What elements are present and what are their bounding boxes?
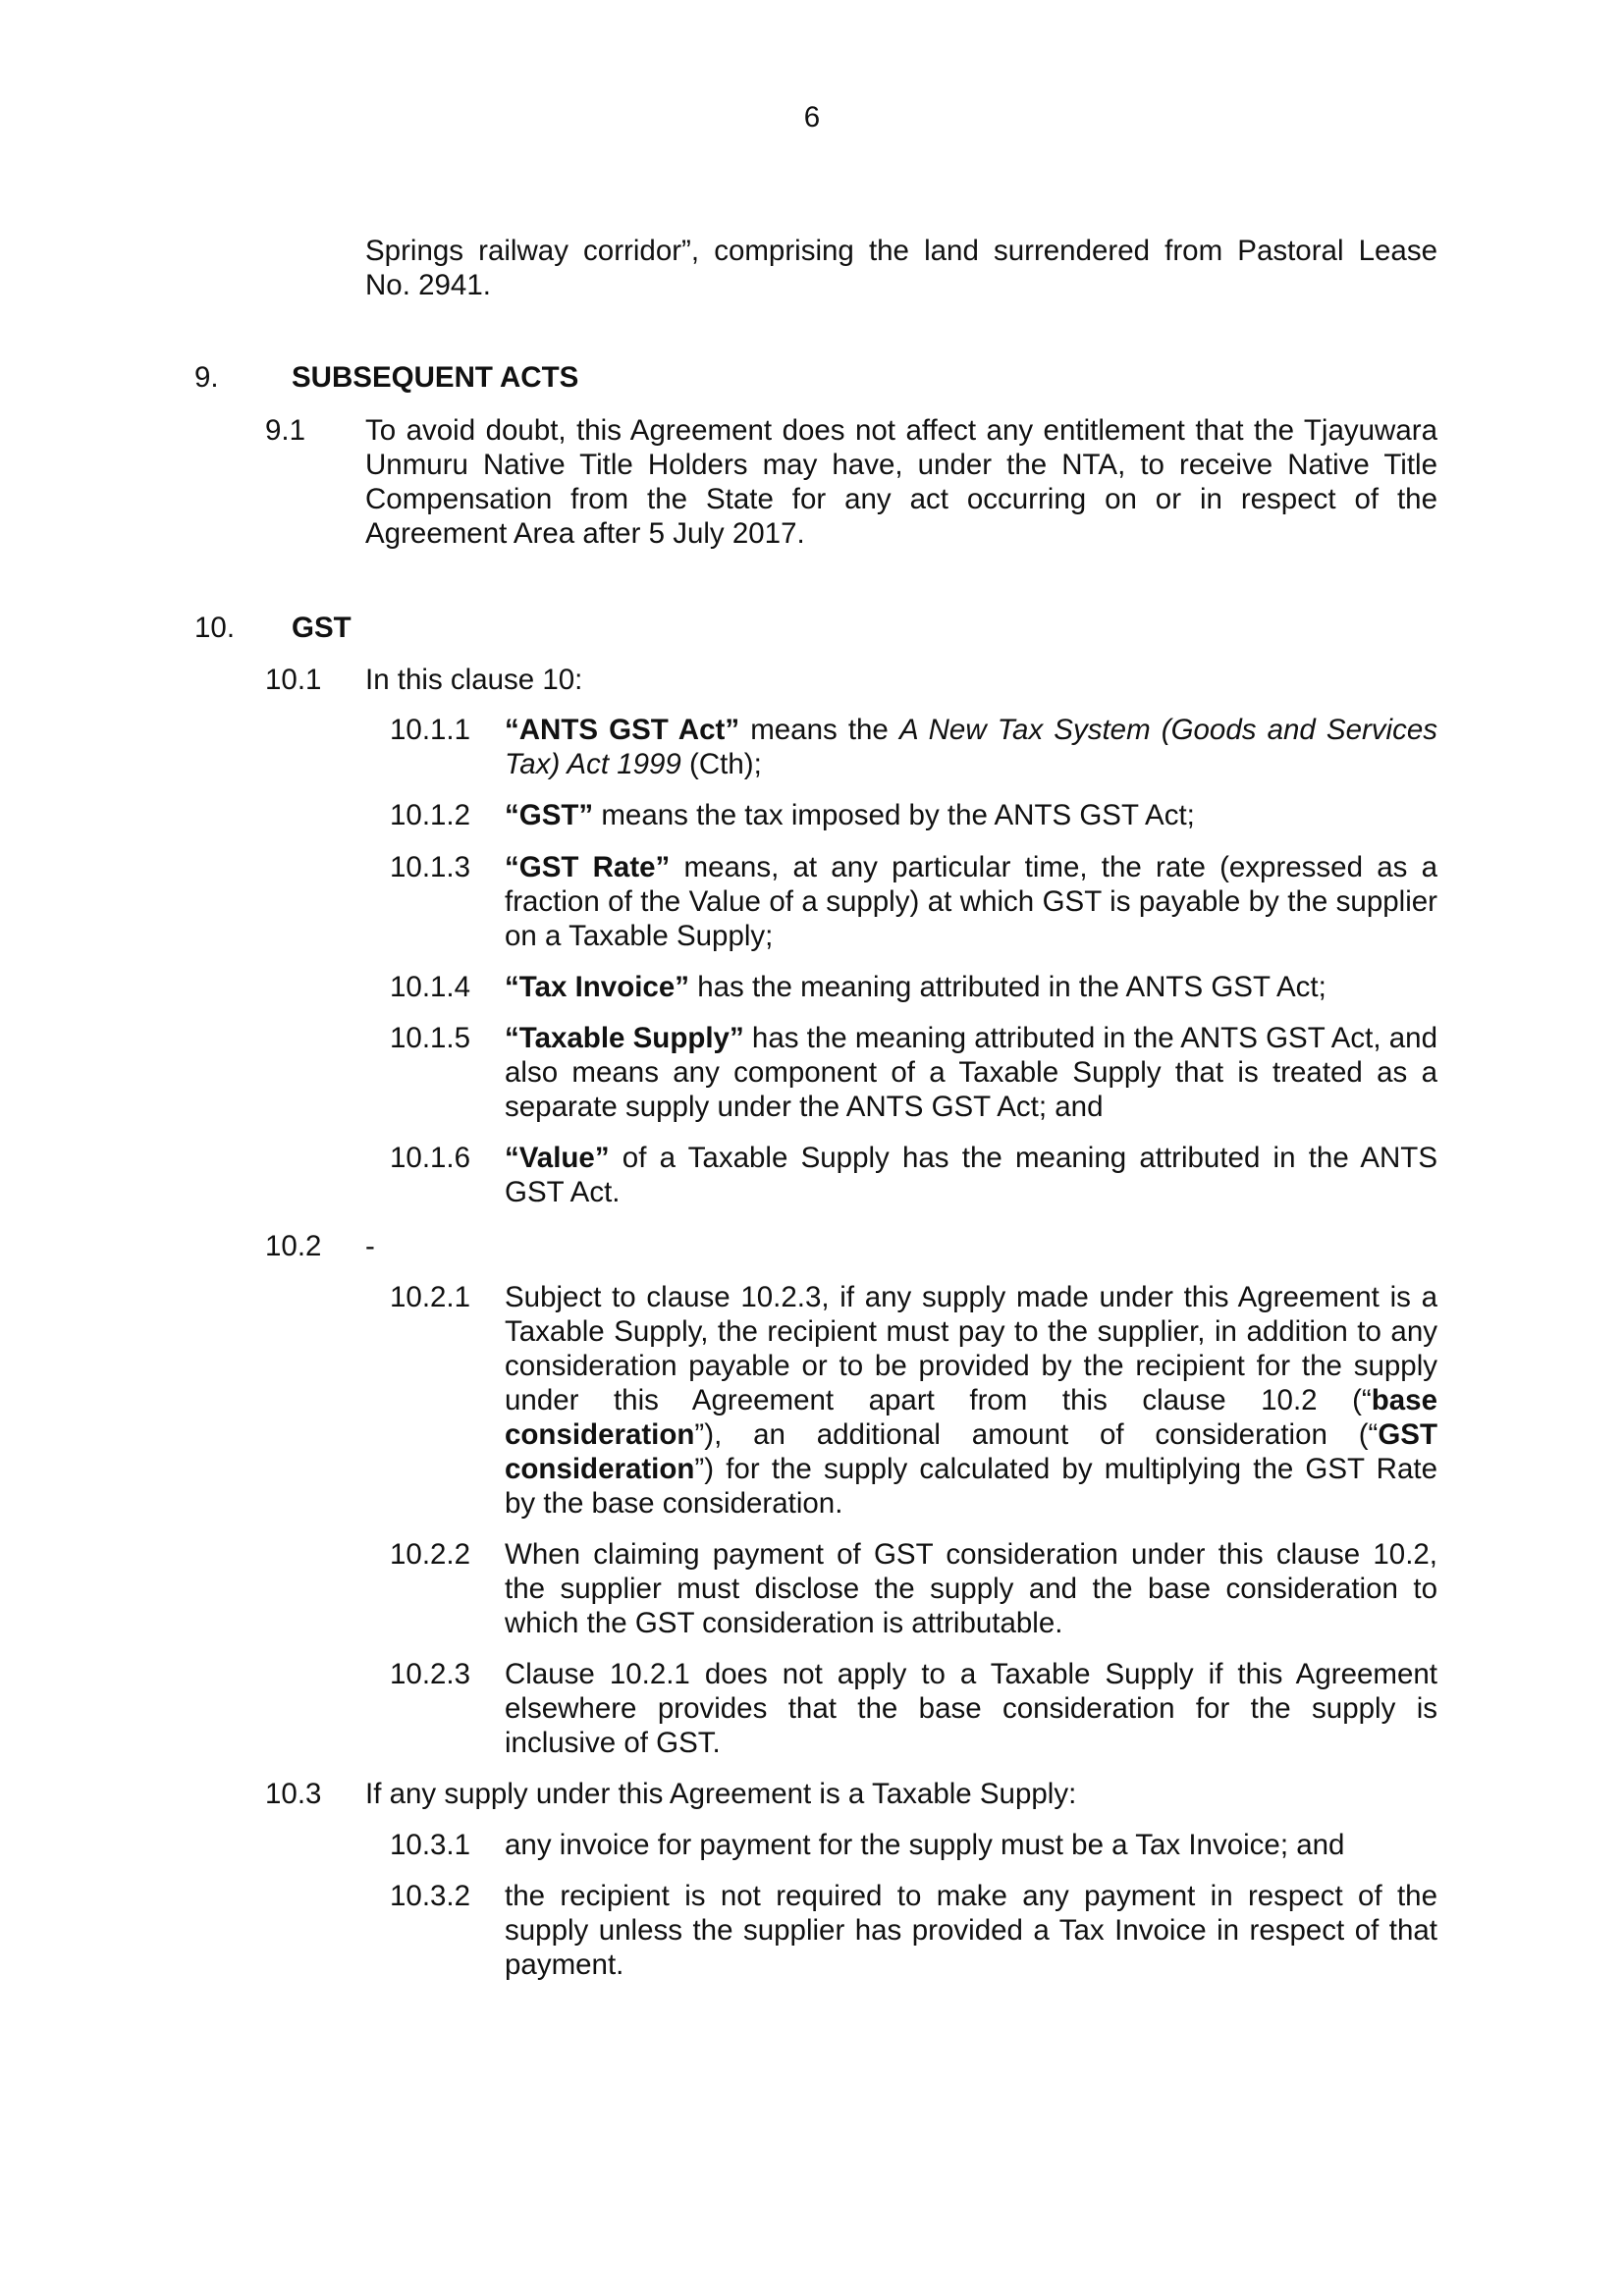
subclause-text: Subject to clause 10.2.3, if any supply made under this Agreement is a Taxable Supply, the recipient must pay to the supplier, in addition to any consideration payable or to be provided by the recipient for the supply under this Agreement apart from this clause 10.2 (“ xyxy=(505,1281,1437,1416)
definition-text: (Cth); xyxy=(680,748,762,780)
clause-10-3-number: 10.3 xyxy=(265,1778,322,1810)
definition-term: “Tax Invoice” xyxy=(505,971,689,1003)
clause-10-1-number: 10.1 xyxy=(265,664,322,696)
defined-term: base consideration xyxy=(505,1384,1437,1451)
clause-9-1-number: 9.1 xyxy=(265,414,306,447)
section-10-title: GST xyxy=(292,612,352,644)
subclause-10-2-3: Clause 10.2.1 does not apply to a Taxable Supply if this Agreement elsewhere provides that the base consideration for the supply is inclusive of GST. xyxy=(505,1658,1437,1759)
subclause-text: ”) for the supply calculated by multiplying the GST Rate by the base consideration. xyxy=(505,1453,1437,1520)
definition-taxable-supply xyxy=(505,1021,1437,1124)
definition-number: 10.1.2 xyxy=(390,799,471,831)
section-10-number: 10. xyxy=(194,612,236,644)
definition-term: “GST Rate” xyxy=(505,851,671,883)
definition-text: has the meaning attributed in the ANTS GST Act; xyxy=(689,971,1326,1003)
definition-term: “Value” xyxy=(505,1142,610,1174)
intro-paragraph xyxy=(365,234,1437,302)
clause-10-3-text: If any supply under this Agreement is a Taxable Supply: xyxy=(365,1778,1077,1810)
clause-9-1-text: To avoid doubt, this Agreement does not affect any entitlement that the Tjayuwara Unmuru Native Title Holders may have, under the NTA, to receive Native Title Compensation from the State for any act occurring on or in respect of the Agreement Area after 5 July 2017. xyxy=(365,414,1437,550)
subclause-10-3-1: any invoice for payment for the supply must be a Tax Invoice; and xyxy=(505,1829,1345,1861)
definition-text: has the meaning attributed in the ANTS GST Act, and also means any component of a Taxable Supply that is treated as a separate supply under the ANTS GST Act; and xyxy=(505,1022,1437,1123)
subclause-number: 10.3.1 xyxy=(390,1829,471,1861)
subclause-number: 10.2.1 xyxy=(390,1281,471,1313)
definition-text: of a Taxable Supply has the meaning attributed in the ANTS GST Act. xyxy=(505,1142,1437,1208)
subclause-number: 10.2.2 xyxy=(390,1538,471,1571)
definition-gst-rate xyxy=(505,850,1437,953)
page-number: 6 xyxy=(803,101,821,133)
definition-term: “Taxable Supply” xyxy=(505,1022,744,1054)
subclause-text: ”), an additional amount of consideration (“ xyxy=(694,1418,1379,1451)
definition-number: 10.1.1 xyxy=(390,714,471,746)
definition-text: means the tax imposed by the ANTS GST Act; xyxy=(593,799,1195,831)
defined-term: GST consideration xyxy=(505,1418,1437,1485)
definition-number: 10.1.6 xyxy=(390,1142,471,1174)
act-title: A New Tax System (Goods and Services Tax) Act 1999 xyxy=(505,714,1438,780)
subclause-number: 10.2.3 xyxy=(390,1658,471,1690)
subclause-10-2-2: When claiming payment of GST consideration under this clause 10.2, the supplier must disclose the supply and the base consideration to which the GST consideration is attributable. xyxy=(505,1538,1437,1639)
definition-ants-gst-act xyxy=(505,713,1437,781)
definition-gst xyxy=(505,798,1437,832)
section-9-title: SUBSEQUENT ACTS xyxy=(292,361,579,394)
section-9-number: 9. xyxy=(194,361,219,394)
subclause-10-2-1 xyxy=(505,1280,1437,1521)
definition-term: “GST” xyxy=(505,799,594,831)
definition-value xyxy=(505,1141,1437,1209)
definition-tax-invoice xyxy=(505,970,1437,1004)
subclause-number: 10.3.2 xyxy=(390,1880,471,1912)
clause-10-2-text: - xyxy=(365,1230,375,1262)
definition-number: 10.1.4 xyxy=(390,971,471,1003)
clause-10-2-number: 10.2 xyxy=(265,1230,322,1262)
definition-term: “ANTS GST Act” xyxy=(505,714,740,746)
clause-10-1-text: In this clause 10: xyxy=(365,664,583,696)
intro-line-1: Springs railway corridor”, comprising the land surrendered from Pastoral Lease xyxy=(365,235,1437,267)
intro-line-2: No. 2941. xyxy=(365,269,491,301)
definition-text: means, at any particular time, the rate (expressed as a fraction of the Value of a supply) at which GST is payable by the supplier on a Taxable Supply; xyxy=(505,851,1437,952)
definition-text: means the xyxy=(739,714,899,746)
definition-number: 10.1.5 xyxy=(390,1022,471,1054)
definition-number: 10.1.3 xyxy=(390,851,471,883)
subclause-10-3-2: the recipient is not required to make any payment in respect of the supply unless the supplier has provided a Tax Invoice in respect of that payment. xyxy=(505,1880,1437,1981)
